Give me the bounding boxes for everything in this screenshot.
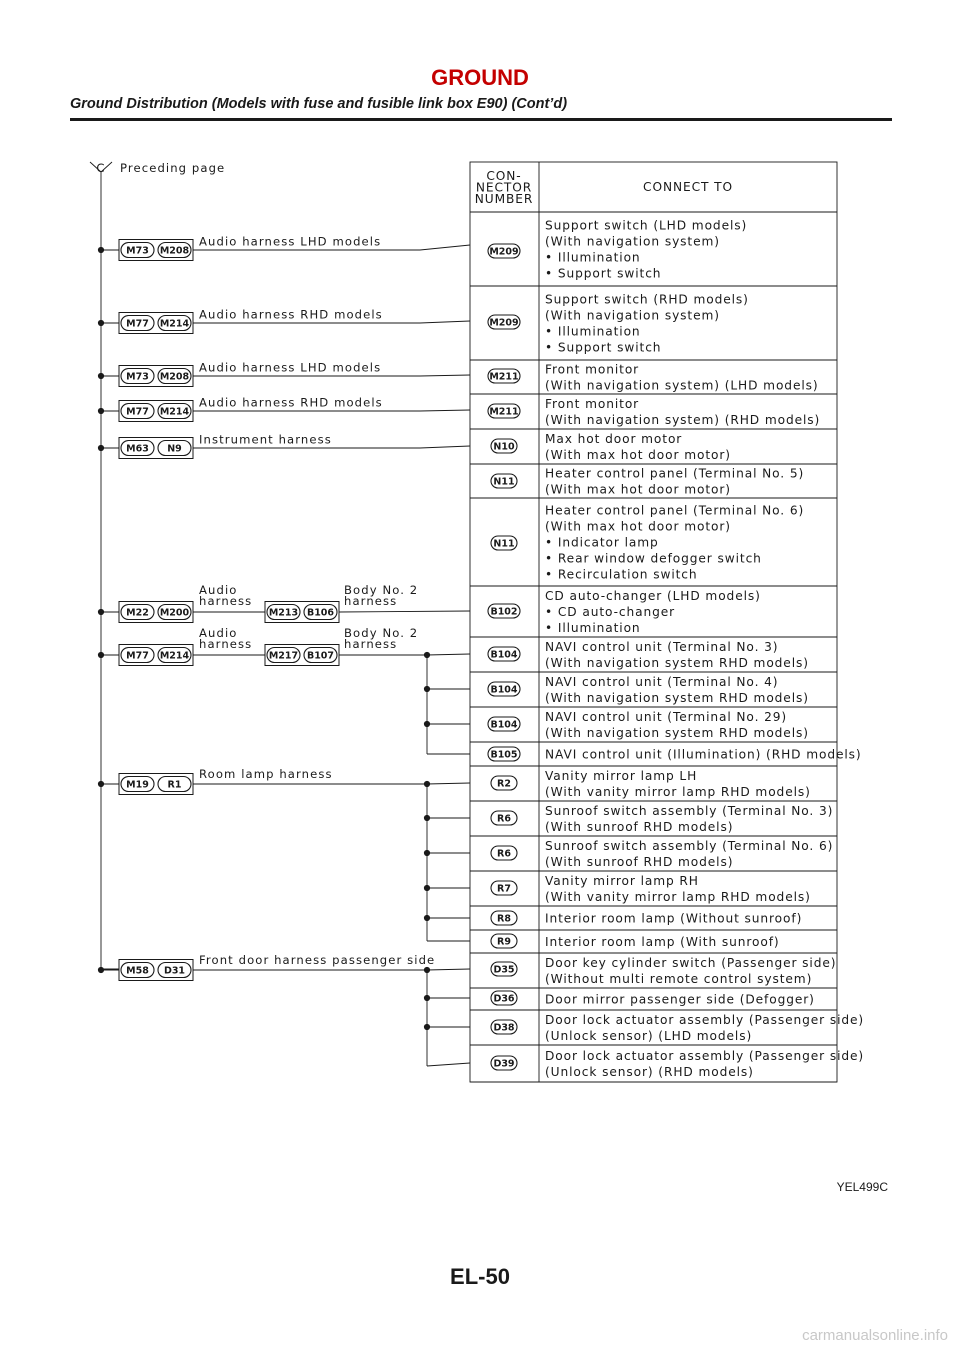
wire — [427, 1063, 470, 1066]
connect-to-text: Door key cylinder switch (Passenger side) — [545, 956, 837, 970]
connector-badge-label: M208 — [159, 245, 190, 257]
connect-to-text: Heater control panel (Terminal No. 5) — [545, 466, 805, 481]
figure-code: YEL499C — [836, 1180, 888, 1194]
junction-dot — [424, 967, 430, 973]
connector-badge-label: M77 — [126, 318, 149, 330]
connector-badge-label: N9 — [167, 443, 182, 455]
connector-badge-label: N10 — [493, 441, 515, 453]
connect-to-text: (With max hot door motor) — [545, 519, 731, 534]
junction-dot — [424, 1024, 430, 1030]
connect-to-text: Door lock actuator assembly (Passenger side) — [545, 1013, 865, 1027]
harness-label: Body No. 2 — [344, 583, 419, 597]
junction-dot — [98, 652, 104, 658]
connector-badge-label: M213 — [268, 607, 299, 619]
connector-badge-label: D31 — [163, 965, 186, 977]
harness-label: Audio harness LHD models — [199, 360, 382, 375]
connect-to-text: (Unlock sensor) (RHD models) — [545, 1065, 754, 1079]
connector-badge-label: M217 — [268, 650, 299, 662]
harness-label: Audio harness RHD models — [199, 307, 383, 322]
connect-to-text: Support switch (LHD models) — [545, 218, 748, 233]
wire — [339, 611, 470, 612]
wire — [427, 783, 470, 784]
harness-label: harness — [344, 637, 398, 651]
connector-badge-label: B107 — [306, 650, 335, 662]
connector-badge-label: M19 — [126, 779, 149, 791]
connector-badge-label: R6 — [497, 813, 511, 825]
connect-to-text: (With vanity mirror lamp RHD models) — [545, 890, 811, 904]
connect-to-text: Vanity mirror lamp LH — [545, 769, 698, 783]
page-title: GROUND — [431, 65, 529, 90]
harness-label: Audio harness LHD models — [199, 234, 382, 249]
connector-badge-label: R9 — [497, 936, 511, 948]
connector-badge-label: R6 — [497, 848, 511, 860]
watermark: carmanualsonline.info — [802, 1327, 948, 1344]
connector-badge-label: M58 — [126, 965, 149, 977]
connector-badge-label: D36 — [493, 993, 515, 1005]
connector-badge-label: M214 — [159, 318, 190, 330]
connector-badge-label: B106 — [306, 607, 335, 619]
junction-dot — [424, 885, 430, 891]
connector-badge-label: D38 — [493, 1022, 515, 1034]
connector-badge-label: R7 — [497, 883, 511, 895]
connect-to-text: (Without multi remote control system) — [545, 972, 813, 986]
connector-badge-label: M73 — [126, 245, 149, 257]
junction-dot — [98, 320, 104, 326]
junction-dot — [98, 609, 104, 615]
connect-to-text: (With navigation system) (LHD models) — [545, 378, 819, 393]
connect-to-text: Interior room lamp (Without sunroof) — [545, 911, 803, 926]
page-subtitle: Ground Distribution (Models with fuse and fusible link box E90) (Cont’d) — [70, 96, 568, 112]
connect-to-text: • Support switch — [545, 266, 662, 281]
connect-to-text: NAVI control unit (Terminal No. 4) — [545, 675, 779, 689]
connector-number-header: NUMBER — [474, 192, 534, 206]
wire — [420, 446, 470, 448]
harness-label: Front door harness passenger side — [199, 953, 436, 967]
connect-to-text: (With sunroof RHD models) — [545, 855, 734, 869]
connect-to-text: • Rear window defogger switch — [545, 551, 762, 566]
harness-label: harness — [199, 594, 253, 608]
junction-dot — [424, 995, 430, 1001]
connector-badge-label: B102 — [490, 606, 518, 618]
junction-dot — [424, 721, 430, 727]
connect-to-text: Support switch (RHD models) — [545, 292, 749, 307]
connector-badge-label: N11 — [493, 538, 515, 550]
junction-dot — [98, 967, 104, 973]
junction-dot — [98, 408, 104, 414]
connect-to-text: • Illumination — [545, 324, 641, 339]
connector-badge-label: B104 — [490, 719, 518, 731]
wire — [427, 654, 470, 655]
connector-badge-label: M73 — [126, 371, 149, 383]
connect-to-text: (With navigation system RHD models) — [545, 691, 809, 705]
connect-to-text: (With max hot door motor) — [545, 448, 731, 462]
connector-badge-label: M211 — [489, 371, 519, 383]
connect-to-text: (With navigation system RHD models) — [545, 656, 809, 670]
connect-to-header: CONNECT TO — [643, 180, 733, 194]
junction-dot — [424, 815, 430, 821]
connector-badge-label: M209 — [489, 317, 519, 329]
connect-to-text: NAVI control unit (Terminal No. 3) — [545, 640, 779, 654]
connector-badge-label: N11 — [493, 476, 515, 488]
harness-label: harness — [344, 594, 398, 608]
preceding-page-marker: C — [96, 161, 106, 175]
connect-to-text: • CD auto-changer — [545, 605, 676, 619]
connector-badge-label: M77 — [126, 406, 149, 418]
connect-to-text: Sunroof switch assembly (Terminal No. 6) — [545, 839, 834, 853]
connect-to-text: (Unlock sensor) (LHD models) — [545, 1029, 753, 1043]
preceding-page-label: Preceding page — [120, 161, 226, 175]
connector-badge-label: R8 — [497, 913, 511, 925]
connect-to-text: Heater control panel (Terminal No. 6) — [545, 503, 805, 518]
wire — [427, 969, 470, 970]
junction-dot — [424, 652, 430, 658]
junction-dot — [424, 850, 430, 856]
connect-to-text: Front monitor — [545, 362, 640, 377]
connect-to-text: (With navigation system) (RHD models) — [545, 413, 821, 427]
junction-dot — [98, 373, 104, 379]
connect-to-text: (With navigation system RHD models) — [545, 726, 809, 740]
wire — [420, 245, 470, 250]
connector-number-header: NECTOR — [475, 180, 533, 195]
connector-badge-label: M77 — [126, 650, 149, 662]
junction-dot — [424, 686, 430, 692]
connect-to-text: • Recirculation switch — [545, 567, 698, 582]
connect-to-text: • Illumination — [545, 250, 641, 265]
connector-badge-label: M200 — [159, 607, 190, 619]
connector-badge-label: D39 — [493, 1058, 515, 1070]
connect-to-text: (With navigation system) — [545, 234, 720, 249]
connector-badge-label: M63 — [126, 443, 149, 455]
wire — [420, 321, 470, 323]
connect-to-text: (With vanity mirror lamp RHD models) — [545, 785, 811, 799]
connector-badge-label: M214 — [159, 406, 190, 418]
harness-label: Audio — [199, 583, 238, 597]
connect-to-text: • Illumination — [545, 621, 641, 635]
harness-label: harness — [199, 637, 253, 651]
connect-to-text: • Support switch — [545, 340, 662, 355]
connect-to-text: CD auto-changer (LHD models) — [545, 589, 761, 603]
connect-to-text: Vanity mirror lamp RH — [545, 874, 699, 888]
harness-label: Audio harness RHD models — [199, 395, 383, 410]
harness-label: Audio — [199, 626, 238, 640]
junction-dot — [424, 781, 430, 787]
junction-dot — [424, 915, 430, 921]
connect-to-text: (With max hot door motor) — [545, 482, 731, 497]
connect-to-text: Front monitor — [545, 397, 640, 411]
connector-badge-label: B105 — [490, 749, 518, 761]
harness-label: Body No. 2 — [344, 626, 419, 640]
wire — [420, 410, 470, 411]
connector-badge-label: R1 — [167, 779, 182, 791]
connect-to-text: Door mirror passenger side (Defogger) — [545, 992, 815, 1007]
connect-to-text: NAVI control unit (Illumination) (RHD models) — [545, 747, 862, 762]
junction-dot — [98, 781, 104, 787]
connector-badge-label: B104 — [490, 649, 518, 661]
connector-badge-label: M209 — [489, 246, 519, 258]
connect-to-text: (With navigation system) — [545, 308, 720, 323]
connect-to-text: (With sunroof RHD models) — [545, 820, 734, 834]
connect-to-text: NAVI control unit (Terminal No. 29) — [545, 710, 788, 724]
connector-badge-label: M211 — [489, 406, 519, 418]
connect-to-text: Max hot door motor — [545, 432, 683, 446]
connector-badge-label: M214 — [159, 650, 190, 662]
connector-badge-label: R2 — [497, 778, 511, 790]
connector-badge-label: M22 — [126, 607, 149, 619]
connect-to-text: Interior room lamp (With sunroof) — [545, 935, 780, 949]
connector-badge-label: D35 — [493, 964, 515, 976]
connect-to-text: Door lock actuator assembly (Passenger side) — [545, 1049, 865, 1063]
connector-badge-label: M208 — [159, 371, 190, 383]
page-number: EL-50 — [450, 1264, 510, 1289]
harness-label: Instrument harness — [199, 432, 332, 447]
connect-to-text: Sunroof switch assembly (Terminal No. 3) — [545, 804, 834, 818]
connector-number-header: CON- — [486, 169, 522, 183]
wire — [420, 375, 470, 376]
junction-dot — [98, 247, 104, 253]
harness-label: Room lamp harness — [199, 767, 333, 781]
junction-dot — [98, 445, 104, 451]
connect-to-text: • Indicator lamp — [545, 535, 659, 550]
connector-badge-label: B104 — [490, 684, 518, 696]
